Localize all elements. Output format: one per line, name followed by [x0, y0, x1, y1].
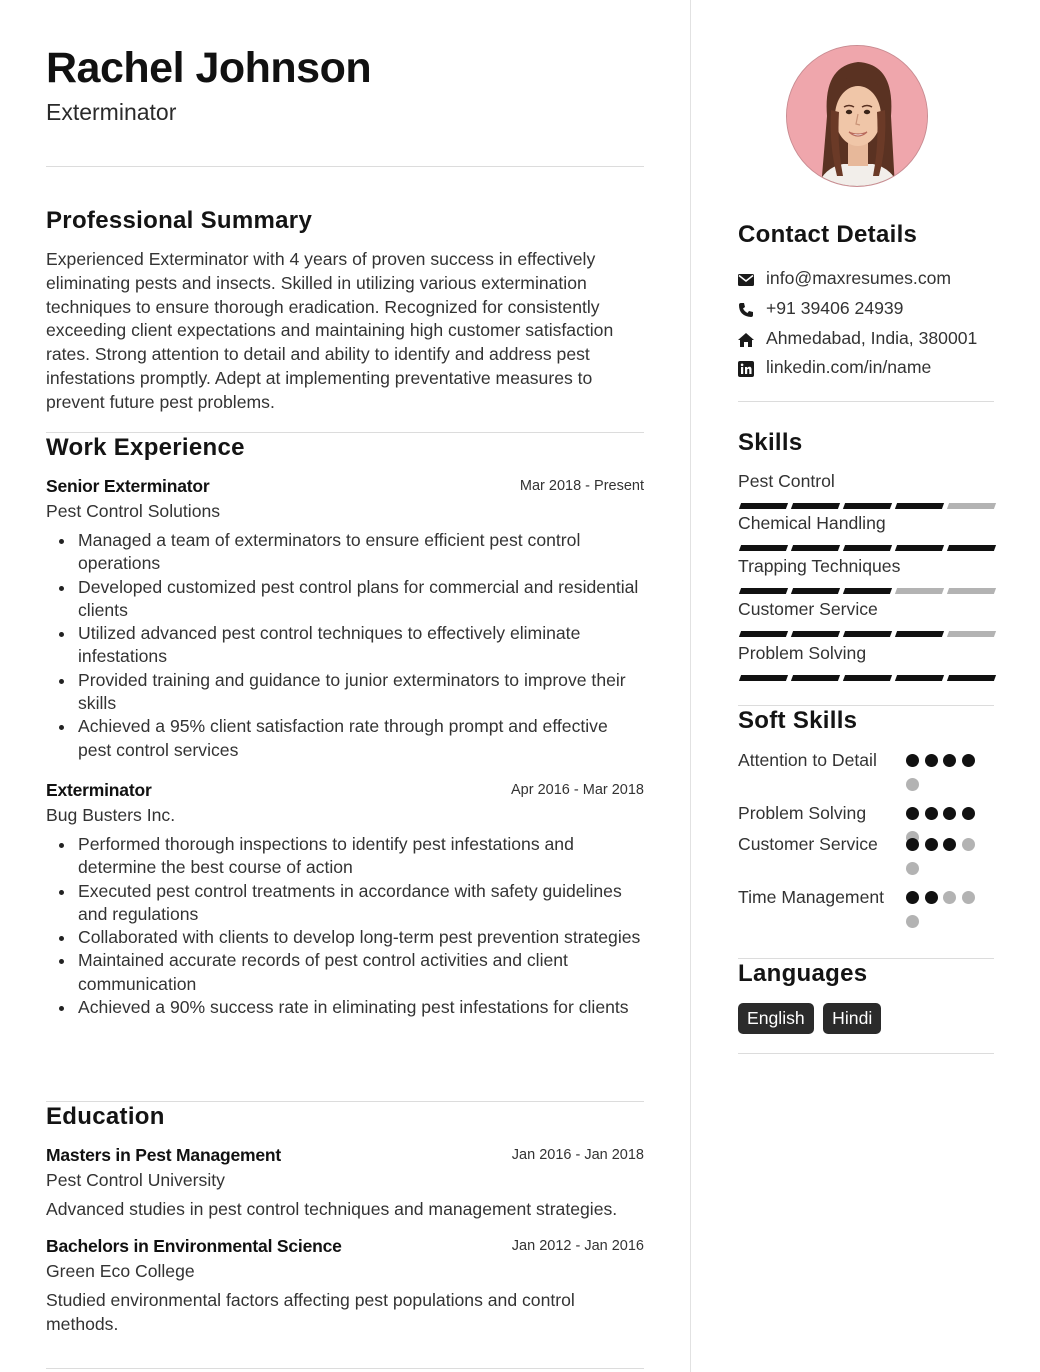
bullet-item: Maintained accurate records of pest control activities and client communication	[46, 949, 644, 996]
degree-title: Bachelors in Environmental Science	[46, 1236, 342, 1256]
summary-divider	[46, 432, 644, 433]
soft-skill-dot	[906, 807, 919, 820]
contact-email-text: info@maxresumes.com	[766, 268, 952, 288]
skill-level-segment	[739, 675, 788, 681]
soft-skill-dot	[925, 838, 938, 851]
skill-level-segment	[947, 503, 996, 509]
bullet-item: Provided training and guidance to junior exterminators to improve their skills	[46, 669, 644, 716]
skill-level-segment	[947, 675, 996, 681]
skill-level-segment	[739, 545, 788, 551]
soft-skill-dot	[962, 807, 975, 820]
education-entry	[46, 1236, 644, 1336]
degree-title: Masters in Pest Management	[46, 1145, 282, 1165]
soft-skill-dot	[943, 807, 956, 820]
education-description: Studied environmental factors affecting pest populations and control methods.	[46, 1290, 575, 1334]
soft-skill-label: Problem Solving	[738, 803, 867, 823]
soft-skill-dot	[906, 838, 919, 851]
job-entry	[46, 780, 644, 1019]
language-chip: English	[738, 1003, 814, 1034]
contact-phone[interactable]	[738, 298, 994, 322]
soft-skill-label: Customer Service	[738, 834, 878, 854]
skill-level-segment	[843, 675, 892, 681]
soft-skill-dot	[962, 891, 975, 904]
soft-skill-dot	[925, 754, 938, 767]
skills-heading: Skills	[738, 429, 803, 456]
languages-divider	[738, 1053, 994, 1054]
contact-linkedin-text: linkedin.com/in/name	[766, 357, 932, 377]
skill-level-bar	[738, 588, 994, 594]
skill-item	[738, 471, 994, 509]
job-company: Pest Control Solutions	[46, 501, 221, 521]
contact-phone-text: +91 39406 24939	[766, 298, 904, 318]
contact-address-text: Ahmedabad, India, 380001	[766, 328, 978, 348]
soft-skill-dot	[962, 754, 975, 767]
portrait-image	[787, 46, 928, 187]
education-description: Advanced studies in pest control techniques and management strategies.	[46, 1199, 618, 1219]
bullet-item: Achieved a 90% success rate in eliminating pest infestations for clients	[46, 996, 644, 1019]
bullet-item: Executed pest control treatments in accordance with safety guidelines and regulations	[46, 880, 644, 927]
job-title: Senior Exterminator	[46, 476, 210, 496]
bullet-item: Collaborated with clients to develop long-term pest prevention strategies	[46, 926, 644, 949]
summary-text: Experienced Exterminator with 4 years of proven success in effectively eliminating pests and insects. Skilled in utilizing various extermination techniques to ensure thorough eradication. Recognized for consistently exceeding client expectations and maintaining high customer satisfaction rates. Strong attention to detail and ability to identify and address pest infestations promptly. Adept at implementing preventative measures to prevent future pest problems.	[46, 249, 614, 412]
education-entry	[46, 1145, 644, 1222]
soft-skill-dot	[925, 807, 938, 820]
bullet-item: Managed a team of exterminators to ensure efficient pest control operations	[46, 529, 644, 576]
school-name: Pest Control University	[46, 1170, 225, 1190]
soft-skills-divider	[738, 958, 994, 959]
soft-skills-heading: Soft Skills	[738, 707, 858, 734]
skill-item	[738, 599, 994, 637]
contact-linkedin[interactable]	[738, 357, 994, 381]
skill-level-segment	[947, 545, 996, 551]
profile-photo	[786, 45, 928, 187]
skill-level-bar	[738, 631, 994, 637]
phone-icon	[738, 302, 754, 318]
language-chip: Hindi	[823, 1003, 881, 1034]
skill-label: Chemical Handling	[738, 513, 886, 533]
contact-email[interactable]	[738, 268, 994, 292]
candidate-name: Rachel Johnson	[46, 44, 372, 92]
languages-list	[738, 1003, 886, 1034]
skill-level-segment	[739, 631, 788, 637]
bullet-item: Developed customized pest control plans for commercial and residential clients	[46, 576, 644, 623]
job-dates: Apr 2016 - Mar 2018	[511, 782, 644, 798]
soft-skill-dot	[943, 838, 956, 851]
skill-level-segment	[739, 503, 788, 509]
soft-skill-dot	[906, 891, 919, 904]
job-entry	[46, 476, 644, 762]
skill-level-segment	[895, 503, 944, 509]
job-bullets	[46, 529, 644, 762]
skill-level-segment	[843, 631, 892, 637]
education-divider	[46, 1368, 644, 1369]
skill-label: Trapping Techniques	[738, 556, 901, 576]
skill-level-segment	[895, 545, 944, 551]
bullet-item: Performed thorough inspections to identify pest infestations and determine the best course of action	[46, 833, 644, 880]
education-dates: Jan 2016 - Jan 2018	[511, 1147, 644, 1163]
skill-level-segment	[791, 503, 840, 509]
job-dates: Mar 2018 - Present	[519, 478, 644, 494]
contact-divider	[738, 401, 994, 402]
soft-skill-dot	[925, 891, 938, 904]
soft-skill-dot	[962, 838, 975, 851]
skill-level-bar	[738, 503, 994, 509]
skill-label: Pest Control	[738, 471, 835, 491]
skill-label: Customer Service	[738, 599, 878, 619]
job-bullets	[46, 833, 644, 1019]
column-divider	[690, 0, 691, 1372]
soft-skill-label: Attention to Detail	[738, 750, 877, 770]
header-divider	[46, 166, 644, 167]
experience-divider	[46, 1101, 644, 1102]
soft-skill-dot	[906, 862, 919, 875]
bullet-item: Achieved a 95% client satisfaction rate through prompt and effective pest control services	[46, 715, 644, 762]
skills-divider	[738, 705, 994, 706]
job-company: Bug Busters Inc.	[46, 805, 176, 825]
skill-level-bar	[738, 545, 994, 551]
skill-label: Problem Solving	[738, 643, 867, 663]
soft-skill-label: Time Management	[738, 887, 885, 907]
soft-skill-dot	[906, 778, 919, 791]
skill-level-segment	[947, 631, 996, 637]
skill-item	[738, 556, 994, 594]
bullet-item: Utilized advanced pest control techniques to effectively eliminate infestations	[46, 622, 644, 669]
skill-item	[738, 643, 994, 681]
languages-heading: Languages	[738, 960, 868, 987]
skill-level-segment	[791, 675, 840, 681]
skill-level-segment	[791, 545, 840, 551]
skill-level-bar	[738, 675, 994, 681]
skill-item	[738, 513, 994, 551]
education-dates: Jan 2012 - Jan 2016	[511, 1238, 644, 1254]
soft-skill-dot	[906, 754, 919, 767]
skill-level-segment	[895, 588, 944, 594]
skill-level-segment	[791, 631, 840, 637]
summary-heading: Professional Summary	[46, 207, 313, 234]
skill-level-segment	[843, 545, 892, 551]
contact-heading: Contact Details	[738, 221, 918, 248]
experience-heading: Work Experience	[46, 434, 245, 461]
linkedin-icon	[738, 361, 754, 377]
soft-skill-dot	[943, 754, 956, 767]
skill-level-segment	[843, 588, 892, 594]
skill-level-segment	[739, 588, 788, 594]
job-title: Exterminator	[46, 780, 152, 800]
envelope-icon	[738, 272, 754, 288]
candidate-title: Exterminator	[46, 99, 177, 125]
soft-skill-dot	[943, 891, 956, 904]
skill-level-segment	[895, 675, 944, 681]
skill-level-segment	[947, 588, 996, 594]
contact-address	[738, 328, 994, 352]
soft-skill-dot	[906, 915, 919, 928]
school-name: Green Eco College	[46, 1261, 195, 1281]
skill-level-segment	[895, 631, 944, 637]
skill-level-segment	[791, 588, 840, 594]
skill-level-segment	[843, 503, 892, 509]
home-icon	[738, 332, 754, 348]
education-heading: Education	[46, 1103, 165, 1130]
